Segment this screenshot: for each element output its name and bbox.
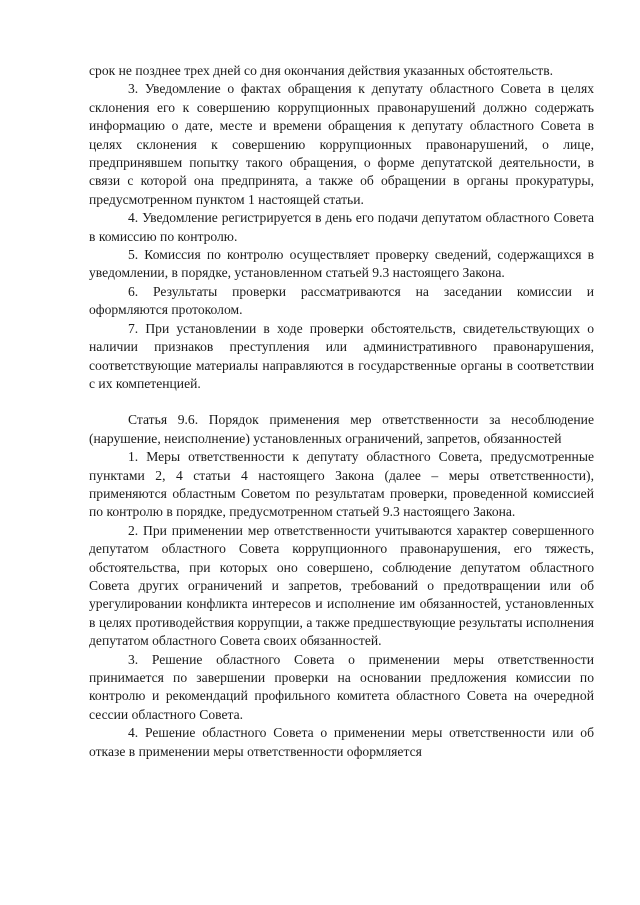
paragraph-item-3: 3. Уведомление о фактах обращения к депутату областного Совета в целях склонения его к совершению коррупционных правонарушений должно содержать информацию о дате, месте и времени обращения к депутату областного Совета в целях склонения к совершению коррупционных правонарушений, о лице, предпринявшем попытку такого обращения, о форме депутатской деятельности, в связи с которой она предпринята, а также об обращении в органы прокуратуры, предусмотренном пунктом 1 настоящей статьи. bbox=[89, 81, 594, 207]
article-item-1: 1. Меры ответственности к депутату областного Совета, предусмотренные пунктами 2, 4 статьи 4 настоящего Закона (далее – меры ответственности), применяются областным Советом по результатам проверки, проведенной комиссией по контролю в порядке, предусмотренном статьей 9.3 настоящего Закона. bbox=[89, 449, 594, 520]
article-item-4: 4. Решение областного Совета о применении меры ответственности или об отказе в применении меры ответственности оформляется bbox=[89, 725, 594, 759]
paragraph-item-4: 4. Уведомление регистрируется в день его подачи депутатом областного Совета в комиссию по контролю. bbox=[89, 210, 594, 244]
document-page bbox=[89, 62, 594, 761]
paragraph-continuation: срок не позднее трех дней со дня окончания действия указанных обстоятельств. bbox=[89, 63, 554, 78]
paragraph-item-6: 6. Результаты проверки рассматриваются на заседании комиссии и оформляются протоколом. bbox=[89, 283, 594, 318]
article-item-3: 3. Решение областного Совета о применении меры ответственности принимается по завершении проверки на основании предложения комиссии по контролю и рекомендаций профильного комитета областного Совета на очередной сессии областного Совета. bbox=[89, 651, 594, 722]
paragraph-item-7: 7. При установлении в ходе проверки обстоятельств, свидетельствующих о наличии признаков преступления или административного правонарушения, соответствующие материалы направляются в государственные органы в соответствии с их компетенцией. bbox=[89, 320, 594, 391]
article-heading: Статья 9.6. Порядок применения мер ответственности за несоблюдение (нарушение, неисполнение) установленных ограничений, запретов, обязанностей bbox=[89, 412, 594, 446]
article-item-2: 2. При применении мер ответственности учитываются характер совершенного депутатом областного Совета коррупционного правонарушения, его тяжесть, обстоятельства, при которых оно совершено, соблюдение депутатом областного Совета других ограничений и запретов, требований о предотвращении или об урегулировании конфликта интересов и исполнение им обязанностей, установленных в целях противодействия коррупции, а также предшествующие результаты исполнения депутатом областного Совета своих обязанностей. bbox=[89, 522, 595, 649]
paragraph-item-5: 5. Комиссия по контролю осуществляет проверку сведений, содержащихся в уведомлении, в порядке, установленном статьей 9.3 настоящего Закона. bbox=[89, 247, 594, 281]
